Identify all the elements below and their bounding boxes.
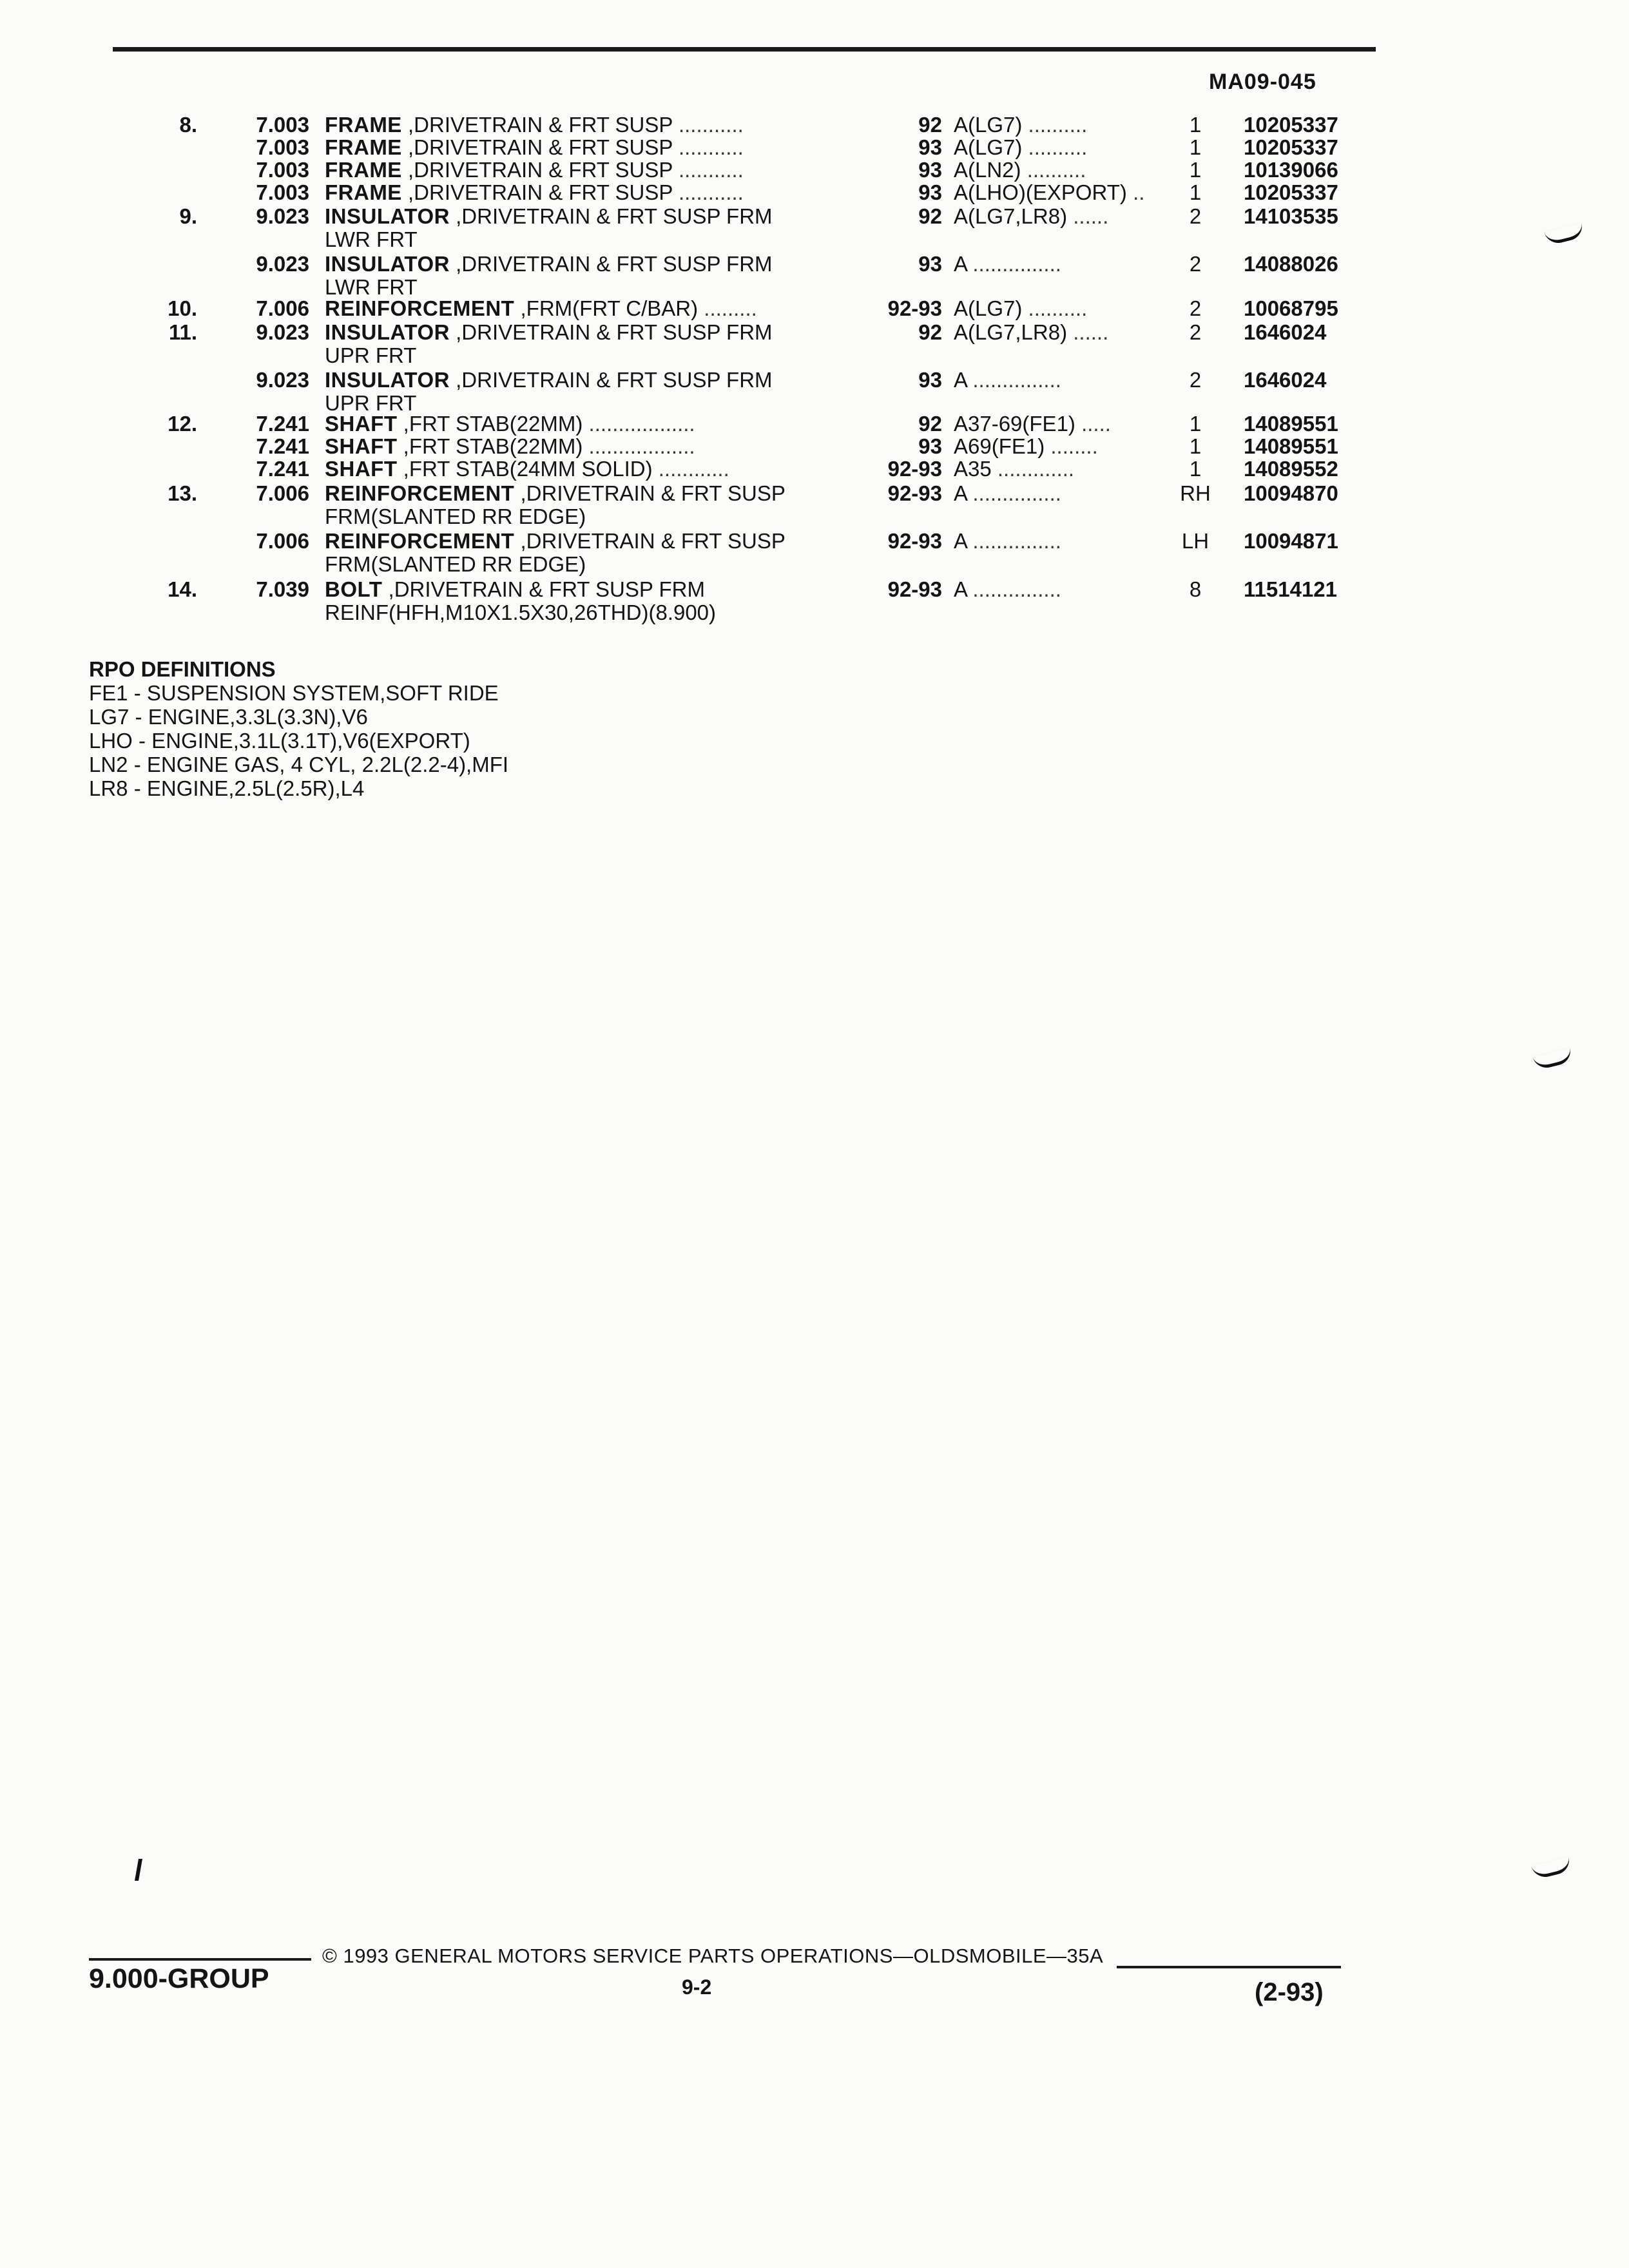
group-code: 9.023: [256, 368, 309, 392]
group-code: 7.241: [256, 412, 309, 436]
group-code: 9.023: [256, 320, 309, 344]
usage-value: A(LHO)(EXPORT): [954, 180, 1127, 204]
group-code: 9.023: [256, 204, 309, 228]
description-continuation: FRM(SLANTED RR EDGE): [325, 552, 586, 576]
group-code: 7.006: [256, 529, 309, 553]
group-code: 7.241: [256, 457, 309, 481]
usage-code: [954, 113, 1173, 137]
leader-dots: ...............: [972, 368, 1061, 392]
usage-value: A35: [954, 457, 992, 481]
quantity: 2: [1189, 296, 1202, 320]
leader-dots: ...........: [678, 180, 744, 204]
item-number: 11.: [168, 320, 197, 344]
description-continuation: REINF(HFH,M10X1.5X30,26THD)(8.900): [325, 601, 717, 624]
part-number: 10205337: [1244, 135, 1338, 159]
part-number: 10205337: [1244, 180, 1338, 204]
rpo-definitions: [89, 657, 508, 800]
group-code: 7.241: [256, 434, 309, 458]
part-description: [325, 297, 892, 320]
parts-list: [0, 0, 1629, 644]
part-name: SHAFT: [325, 412, 398, 436]
part-name: INSULATOR: [325, 204, 450, 228]
part-number: 10205337: [1244, 113, 1338, 137]
model-year: 93: [918, 180, 942, 204]
quantity: 1: [1189, 135, 1202, 159]
rpo-line: LHO - ENGINE,3.1L(3.1T),V6(EXPORT): [89, 729, 470, 753]
leader-dots: ..........: [1028, 113, 1088, 137]
group-code: 7.003: [256, 180, 309, 204]
part-name: REINFORCEMENT: [325, 481, 515, 505]
parts-row: [0, 578, 1629, 626]
leader-dots: ...............: [972, 481, 1061, 505]
usage-code: [954, 435, 1173, 458]
footer-page-number: 9-2: [682, 1975, 712, 1999]
parts-row: [0, 253, 1629, 300]
model-year: 92-93: [887, 529, 942, 553]
group-code: 7.006: [256, 481, 309, 505]
description-continuation: FRM(SLANTED RR EDGE): [325, 505, 586, 528]
item-number: 12.: [168, 412, 197, 436]
usage-code: [954, 482, 1173, 505]
part-name: FRAME: [325, 158, 402, 182]
part-detail: ,DRIVETRAIN & FRT SUSP: [408, 113, 673, 137]
part-number: 14088026: [1244, 252, 1338, 276]
leader-dots: .....: [1081, 412, 1111, 436]
leader-dots: ...............: [972, 252, 1061, 276]
part-number: 10094871: [1244, 529, 1338, 553]
part-detail: ,DRIVETRAIN & FRT SUSP FRM: [456, 204, 773, 228]
quantity: RH: [1180, 481, 1211, 505]
item-number: 14.: [168, 577, 197, 601]
model-year: 92: [918, 204, 942, 228]
leader-dots: ...........: [678, 158, 744, 182]
document-id: MA09-045: [1209, 70, 1316, 94]
usage-value: A(LG7): [954, 296, 1023, 320]
description-continuation: UPR FRT: [325, 343, 417, 367]
item-number: 13.: [168, 481, 197, 505]
parts-row: [0, 482, 1629, 530]
quantity: 2: [1189, 368, 1202, 392]
description-continuation: LWR FRT: [325, 227, 418, 251]
quantity: 8: [1189, 577, 1202, 601]
part-name: FRAME: [325, 180, 402, 204]
leader-dots: ..........: [1028, 135, 1088, 159]
part-description: [325, 412, 892, 436]
usage-value: A69(FE1): [954, 434, 1045, 458]
usage-code: [954, 369, 1173, 392]
quantity: 1: [1189, 412, 1202, 436]
part-number: 10068795: [1244, 296, 1338, 320]
model-year: 92-93: [887, 481, 942, 505]
quantity: 1: [1189, 180, 1202, 204]
usage-code: [954, 136, 1173, 159]
usage-value: A(LG7): [954, 113, 1023, 137]
footer-rule-right: [1117, 1966, 1341, 1968]
usage-value: A(LG7,LR8): [954, 204, 1068, 228]
part-detail: ,DRIVETRAIN & FRT SUSP: [520, 529, 786, 553]
usage-code: [954, 578, 1173, 601]
usage-code: [954, 181, 1173, 204]
part-description: [325, 482, 892, 528]
part-detail: ,DRIVETRAIN & FRT SUSP: [408, 135, 673, 159]
usage-value: A: [954, 481, 967, 505]
part-number: 14103535: [1244, 204, 1338, 228]
rpo-line: LR8 - ENGINE,2.5L(2.5R),L4: [89, 776, 365, 800]
leader-dots: ...........: [678, 113, 744, 137]
leader-dots: ........: [1050, 434, 1098, 458]
usage-code: [954, 457, 1173, 481]
model-year: 92: [918, 113, 942, 137]
parts-row: [0, 205, 1629, 253]
part-name: FRAME: [325, 113, 402, 137]
leader-dots: ...........: [678, 135, 744, 159]
usage-code: [954, 530, 1173, 553]
part-description: [325, 159, 892, 182]
rpo-line: FE1 - SUSPENSION SYSTEM,SOFT RIDE: [89, 681, 499, 705]
part-detail: ,DRIVETRAIN & FRT SUSP FRM: [388, 577, 705, 601]
part-name: SHAFT: [325, 434, 398, 458]
part-name: INSULATOR: [325, 368, 450, 392]
part-description: [325, 369, 892, 415]
footer-rule-left: [89, 1958, 311, 1961]
usage-value: A: [954, 577, 967, 601]
part-number: 10139066: [1244, 158, 1338, 182]
leader-dots: ..........: [1027, 158, 1086, 182]
part-name: REINFORCEMENT: [325, 296, 515, 320]
model-year: 92: [918, 412, 942, 436]
leader-dots: ......: [1073, 320, 1109, 344]
parts-row: [0, 321, 1629, 369]
part-detail: ,DRIVETRAIN & FRT SUSP FRM: [456, 368, 773, 392]
usage-value: A: [954, 368, 967, 392]
rpo-title: RPO DEFINITIONS: [89, 657, 276, 681]
part-detail: ,DRIVETRAIN & FRT SUSP FRM: [456, 320, 773, 344]
part-detail: ,FRT STAB(22MM): [403, 434, 583, 458]
model-year: 92-93: [887, 457, 942, 481]
footer-date: (2-93): [1255, 1978, 1324, 2006]
part-number: 10094870: [1244, 481, 1338, 505]
usage-value: A(LG7): [954, 135, 1023, 159]
quantity: LH: [1181, 529, 1210, 553]
part-detail: ,DRIVETRAIN & FRT SUSP: [408, 158, 673, 182]
usage-value: A37-69(FE1): [954, 412, 1075, 436]
leader-dots: ............: [658, 457, 729, 481]
quantity: 2: [1189, 252, 1202, 276]
part-detail: ,DRIVETRAIN & FRT SUSP: [408, 180, 673, 204]
model-year: 92: [918, 320, 942, 344]
part-description: [325, 113, 892, 137]
rpo-line: LG7 - ENGINE,3.3L(3.3N),V6: [89, 705, 368, 729]
binder-hole-mark: [1532, 1047, 1574, 1071]
group-code: 7.003: [256, 113, 309, 137]
quantity: 1: [1189, 457, 1202, 481]
quantity: 1: [1189, 113, 1202, 137]
part-description: [325, 181, 892, 204]
footer-copyright: © 1993 GENERAL MOTORS SERVICE PARTS OPERATIONS—OLDSMOBILE—35A: [322, 1945, 1104, 1967]
rpo-line: LN2 - ENGINE GAS, 4 CYL, 2.2L(2.2-4),MFI: [89, 753, 509, 776]
item-number: 10.: [168, 296, 197, 320]
usage-code: [954, 321, 1173, 344]
part-detail: ,FRT STAB(24MM SOLID): [403, 457, 653, 481]
binder-hole-mark: [1531, 1856, 1572, 1880]
leader-dots: ...............: [972, 529, 1061, 553]
part-number: 11514121: [1244, 577, 1338, 601]
part-number: 1646024: [1244, 320, 1327, 344]
leader-dots: ...............: [972, 577, 1061, 601]
usage-code: [954, 205, 1173, 228]
leader-dots: .............: [997, 457, 1075, 481]
model-year: 93: [918, 434, 942, 458]
part-description: [325, 136, 892, 159]
part-number: 14089551: [1244, 434, 1338, 458]
quantity: 1: [1189, 158, 1202, 182]
part-name: REINFORCEMENT: [325, 529, 515, 553]
part-name: BOLT: [325, 577, 383, 601]
group-code: 7.003: [256, 135, 309, 159]
part-description: [325, 321, 892, 367]
usage-code: [954, 159, 1173, 182]
group-code: 7.003: [256, 158, 309, 182]
group-code: 9.023: [256, 252, 309, 276]
part-detail: ,FRT STAB(22MM): [403, 412, 583, 436]
part-description: [325, 435, 892, 458]
leader-dots: ..................: [588, 412, 695, 436]
usage-code: [954, 253, 1173, 276]
usage-code: [954, 297, 1173, 320]
footer-group: 9.000-GROUP: [89, 1963, 269, 1994]
description-continuation: UPR FRT: [325, 391, 417, 415]
quantity: 1: [1189, 434, 1202, 458]
model-year: 92-93: [887, 296, 942, 320]
part-description: [325, 578, 892, 624]
usage-code: [954, 412, 1173, 436]
part-detail: ,FRM(FRT C/BAR): [520, 296, 699, 320]
part-number: 14089552: [1244, 457, 1338, 481]
quantity: 2: [1189, 320, 1202, 344]
part-description: [325, 253, 892, 299]
leader-dots: ..: [1133, 180, 1145, 204]
usage-value: A: [954, 529, 967, 553]
description-continuation: LWR FRT: [325, 275, 418, 299]
item-number: 8.: [179, 113, 197, 137]
group-code: 7.039: [256, 577, 309, 601]
part-name: FRAME: [325, 135, 402, 159]
item-number: 9.: [179, 204, 197, 228]
part-description: [325, 457, 892, 481]
part-number: 14089551: [1244, 412, 1338, 436]
leader-dots: ......: [1073, 204, 1109, 228]
part-detail: ,DRIVETRAIN & FRT SUSP FRM: [456, 252, 773, 276]
leader-dots: ..................: [588, 434, 695, 458]
part-name: SHAFT: [325, 457, 398, 481]
part-description: [325, 530, 892, 576]
model-year: 93: [918, 368, 942, 392]
usage-value: A(LG7,LR8): [954, 320, 1068, 344]
part-name: INSULATOR: [325, 252, 450, 276]
usage-value: A(LN2): [954, 158, 1021, 182]
leader-dots: .........: [704, 296, 757, 320]
part-detail: ,DRIVETRAIN & FRT SUSP: [520, 481, 786, 505]
margin-mark: [135, 1859, 142, 1881]
part-description: [325, 205, 892, 251]
model-year: 93: [918, 158, 942, 182]
leader-dots: ..........: [1028, 296, 1088, 320]
part-name: INSULATOR: [325, 320, 450, 344]
usage-value: A: [954, 252, 967, 276]
model-year: 93: [918, 252, 942, 276]
parts-row: [0, 369, 1629, 416]
quantity: 2: [1189, 204, 1202, 228]
model-year: 92-93: [887, 577, 942, 601]
group-code: 7.006: [256, 296, 309, 320]
part-number: 1646024: [1244, 368, 1327, 392]
model-year: 93: [918, 135, 942, 159]
parts-row: [0, 530, 1629, 577]
